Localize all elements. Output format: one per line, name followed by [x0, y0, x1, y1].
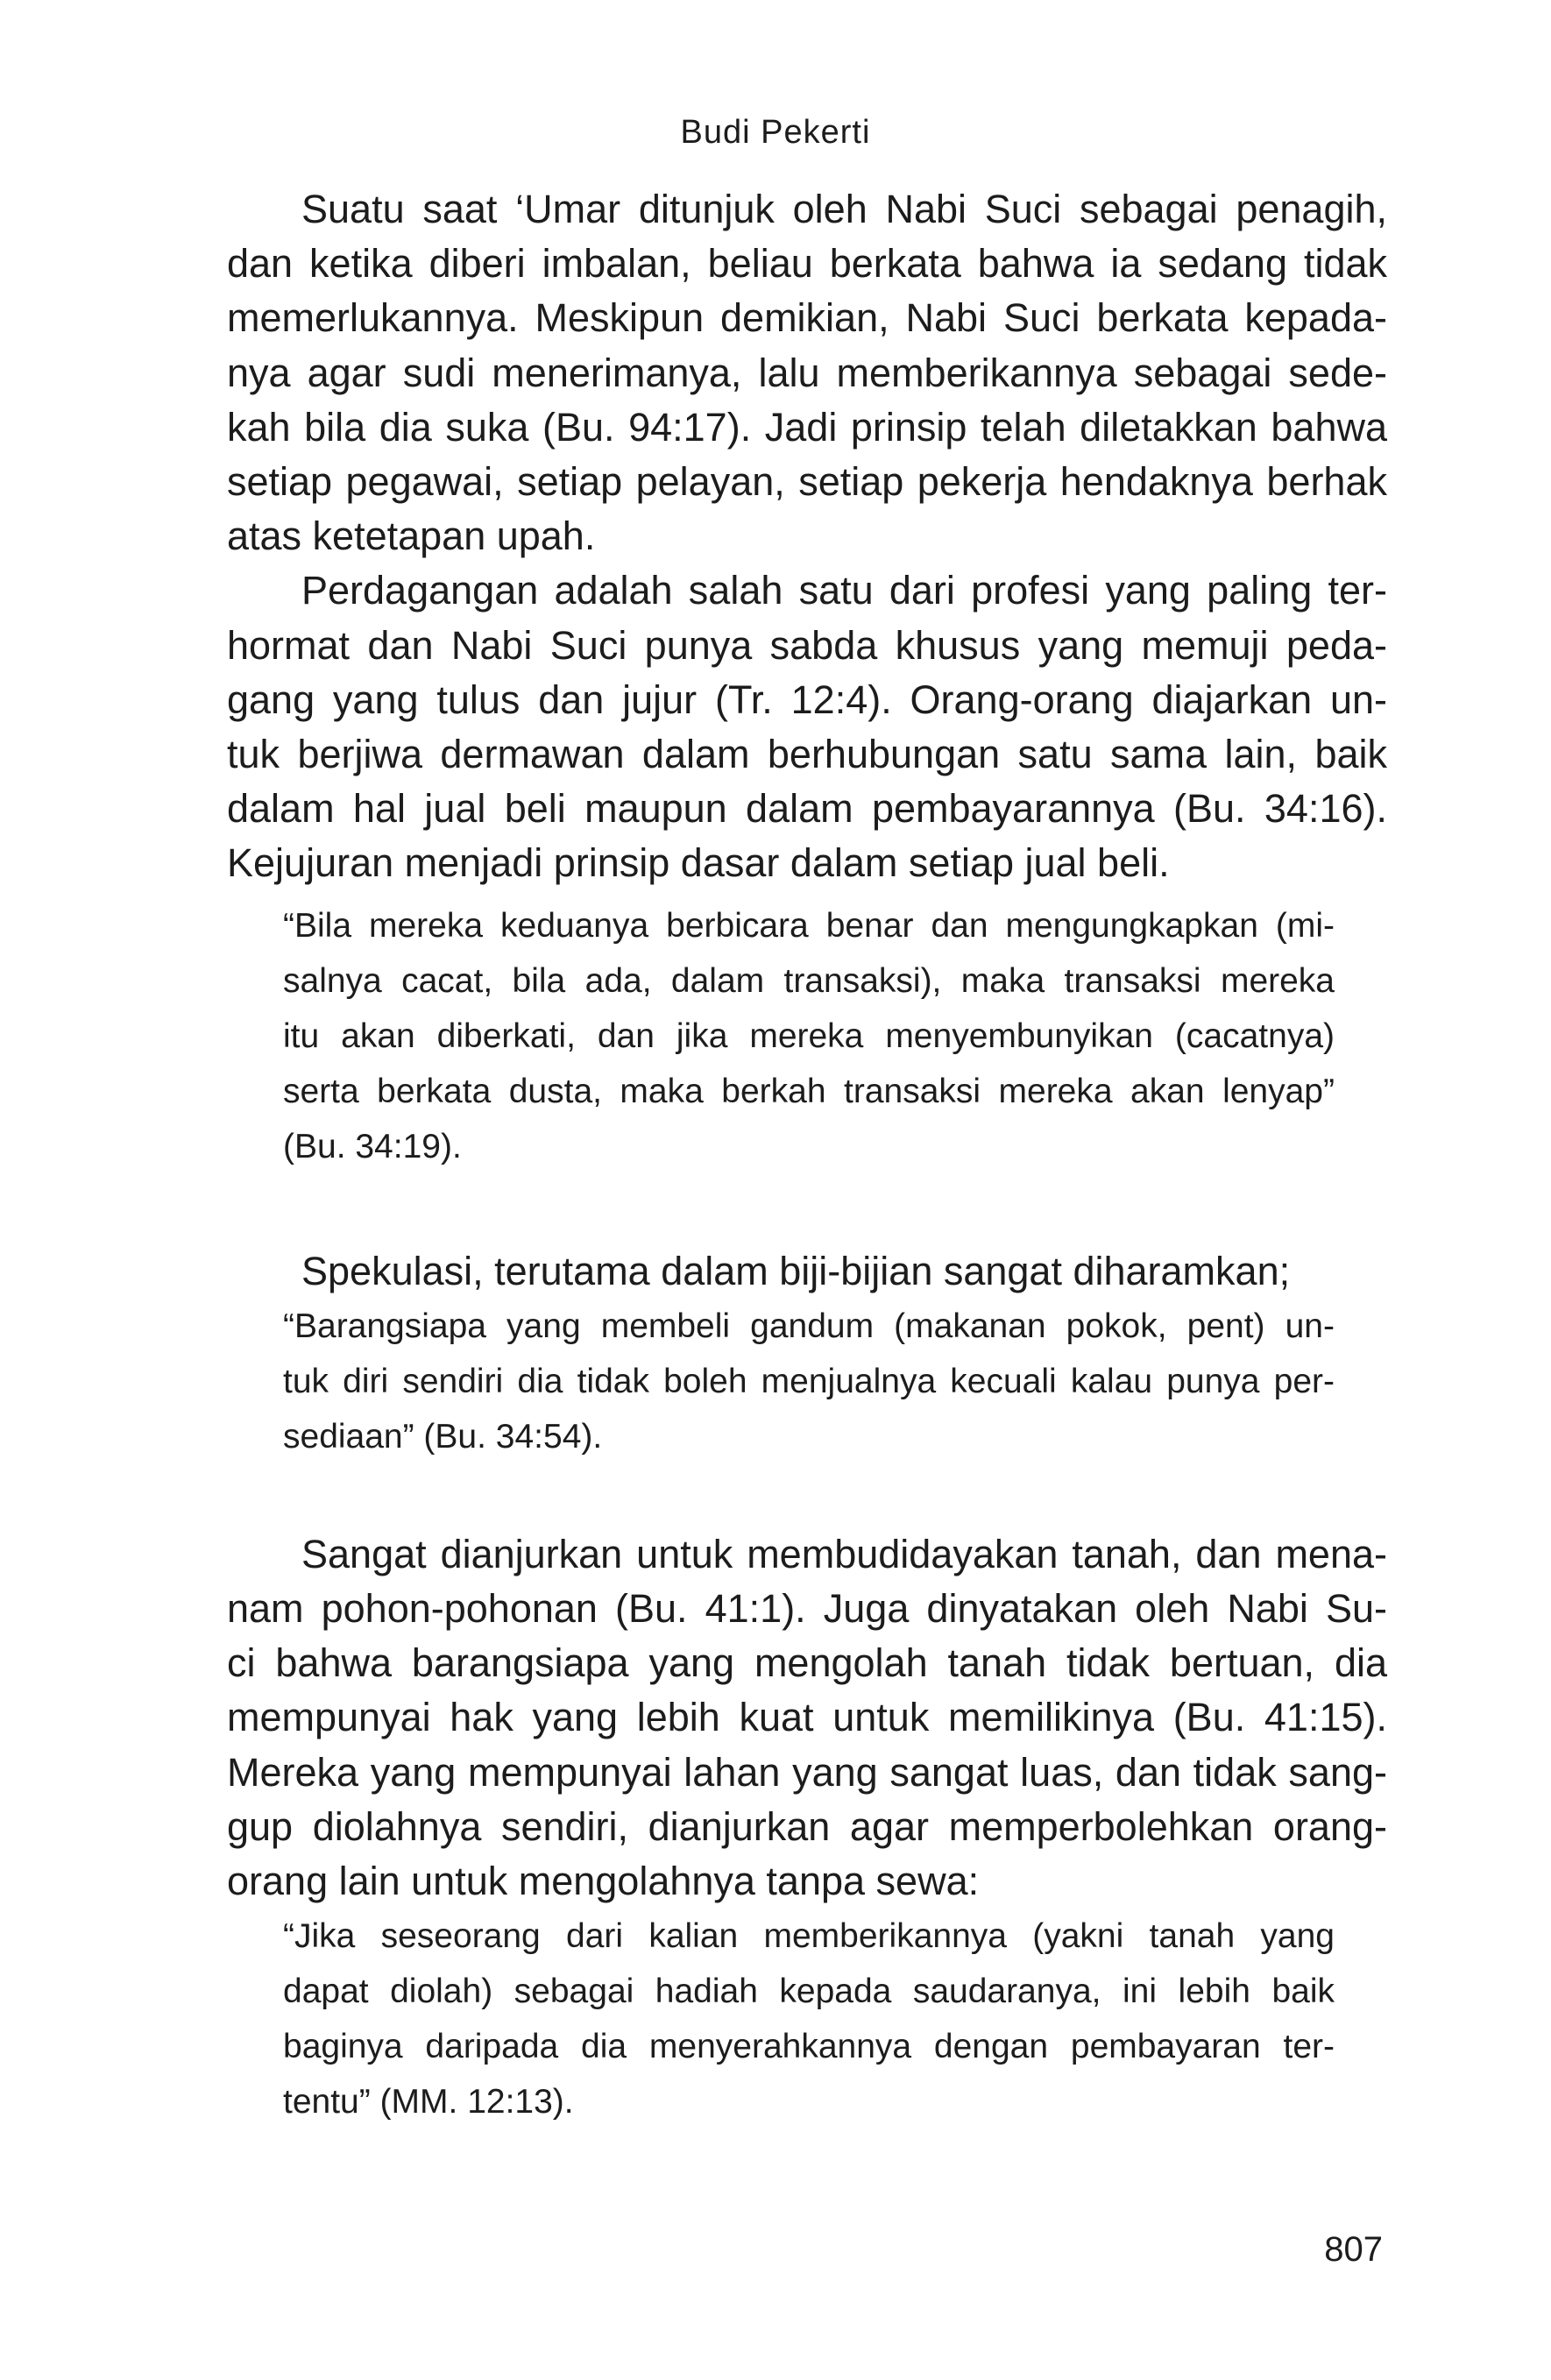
- text-line: Mereka yang mempunyai lahan yang sangat luas, dan tidak sang-: [227, 1749, 1387, 1795]
- text-line: Kejujuran menjadi prinsip dasar dalam setiap jual beli.: [227, 840, 1170, 886]
- paragraph-speculation: [227, 1244, 1387, 1299]
- quote-line: serta berkata dusta, maka berkah transaksi mereka akan lenyap”: [283, 1072, 1335, 1110]
- quote-line: “Jika seseorang dari kalian memberikannya (yakni tanah yang: [283, 1917, 1335, 1956]
- text-line: tuk berjiwa dermawan dalam berhubungan satu sama lain, baik: [227, 732, 1387, 777]
- text-line: hormat dan Nabi Suci punya sabda khusus yang memuji peda-: [227, 622, 1387, 668]
- text-line: dalam hal jual beli maupun dalam pembayarannya (Bu. 34:16).: [227, 786, 1387, 832]
- quote-line: tentu” (MM. 12:13).: [283, 2083, 574, 2121]
- paragraph-land-cultivation: [227, 1527, 1387, 1909]
- quote-land-gift: [283, 1909, 1335, 2129]
- quote-line: sediaan” (Bu. 34:54).: [283, 1417, 603, 1456]
- text-line: Sangat dianjurkan untuk membudidayakan tanah, dan mena-: [301, 1531, 1387, 1576]
- quote-line: (Bu. 34:19).: [283, 1127, 462, 1165]
- text-line: orang lain untuk mengolahnya tanpa sewa:: [227, 1859, 980, 1904]
- text-line: gup diolahnya sendiri, dianjurkan agar memperbolehkan orang-: [227, 1803, 1387, 1849]
- quote-grain: [283, 1299, 1335, 1464]
- text-line: setiap pegawai, setiap pelayan, setiap pekerja hendaknya berhak: [227, 459, 1387, 505]
- quote-honest-trade: [283, 898, 1335, 1174]
- quote-line: tuk diri sendiri dia tidak boleh menjualnya kecuali kalau punya per-: [283, 1362, 1335, 1400]
- text-line: atas ketetapan upah.: [227, 514, 596, 559]
- paragraph-trade: [227, 563, 1387, 890]
- page-number: 807: [1324, 2230, 1383, 2269]
- text-line: Suatu saat ‘Umar ditunjuk oleh Nabi Suci sebagai penagih,: [301, 187, 1387, 231]
- quote-line: “Bila mereka keduanya berbicara benar dan mengungkapkan (mi-: [283, 906, 1335, 945]
- running-header: Budi Pekerti: [680, 114, 871, 151]
- quote-line: baginya daripada dia menyerahkannya dengan pembayaran ter-: [283, 2028, 1335, 2066]
- text-line: gang yang tulus dan jujur (Tr. 12:4). Orang-orang diajarkan un-: [227, 676, 1387, 722]
- quote-line: salnya cacat, bila ada, dalam transaksi), maka transaksi mereka: [283, 961, 1335, 1000]
- paragraph-umar-collector: [227, 182, 1387, 563]
- quote-line: itu akan diberkati, dan jika mereka menyembunyikan (cacatnya): [283, 1016, 1335, 1055]
- quote-line: dapat diolah) sebagai hadiah kepada saudaranya, ini lebih baik: [283, 1973, 1335, 2011]
- text-line: mempunyai hak yang lebih kuat untuk memilikinya (Bu. 41:15).: [227, 1695, 1387, 1740]
- page-body: [227, 182, 1387, 2129]
- text-line: dan ketika diberi imbalan, beliau berkata bahwa ia sedang tidak: [227, 241, 1387, 287]
- text-line: Perdagangan adalah salah satu dari profesi yang paling ter-: [301, 568, 1387, 613]
- text-line: kah bila dia suka (Bu. 94:17). Jadi prinsip telah diletakkan bahwa: [227, 404, 1387, 450]
- quote-line: “Barangsiapa yang membeli gandum (makanan pokok, pent) un-: [283, 1307, 1335, 1345]
- text-line: memerlukannya. Meskipun demikian, Nabi Suci berkata kepada-: [227, 295, 1387, 341]
- text-line: ci bahwa barangsiapa yang mengolah tanah tidak bertuan, dia: [227, 1640, 1387, 1686]
- text-line: nya agar sudi menerimanya, lalu memberikannya sebagai sede-: [227, 350, 1387, 395]
- text-line: nam pohon-pohonan (Bu. 41:1). Juga dinyatakan oleh Nabi Su-: [227, 1586, 1387, 1632]
- text-line: Spekulasi, terutama dalam biji-bijian sangat diharamkan;: [301, 1248, 1291, 1293]
